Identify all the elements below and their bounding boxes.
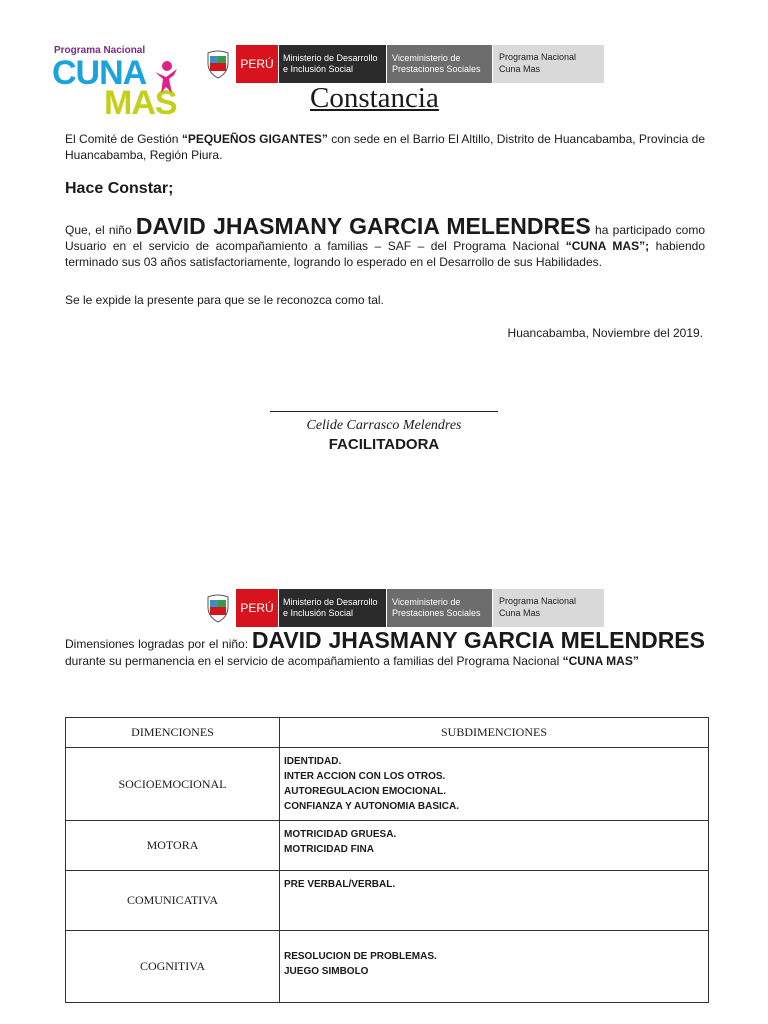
- subdimension-item: MOTRICIDAD GRUESA.: [284, 829, 397, 840]
- cuna-mas-logo: [52, 44, 192, 122]
- prog-line-1: Programa Nacional: [499, 52, 577, 62]
- table-header-cell: SUBDIMENCIONES: [280, 718, 709, 748]
- subdimension-cell: [280, 871, 709, 931]
- expide-paragraph: Se le expide la presente para que se le reconozca como tal.: [65, 293, 384, 307]
- table-row: [66, 821, 709, 871]
- committee-name: “PEQUEÑOS GIGANTES”: [181, 132, 328, 146]
- table-header-cell: DIMENCIONES: [66, 718, 280, 748]
- viceministry-label: [386, 45, 492, 83]
- subdimension-item: JUEGO SIMBOLO: [284, 966, 369, 977]
- intro-text-2: con sede en el Barrio El Altillo, Distrito de Huancabamba, Provincia de Huancabamba, Región Piura.: [65, 132, 705, 162]
- hace-constar-heading: Hace Constar;: [65, 180, 174, 197]
- program-label: [492, 45, 604, 83]
- subdimension-item: IDENTIDAD.: [284, 756, 342, 767]
- gov-banner-top: [200, 45, 604, 83]
- vice-line-2: Prestaciones Sociales: [392, 64, 481, 74]
- logo-mas-text: MAS: [104, 84, 177, 122]
- child-name: DAVID JHASMANY GARCIA MELENDRES: [251, 627, 705, 653]
- prog-line-2: Cuna Mas: [499, 64, 541, 74]
- ministry-label: [278, 45, 386, 83]
- intro-paragraph: [65, 131, 705, 163]
- ministry-line-2: e Inclusión Social: [283, 64, 354, 74]
- ministry-line-1: Ministerio de Desarrollo: [283, 53, 378, 63]
- table-header-row: [66, 718, 709, 748]
- program-name: “CUNA MAS”;: [565, 239, 650, 253]
- logo-cuna-text: CUNA: [52, 54, 147, 92]
- child-figure-icon: [152, 60, 180, 94]
- intro-text-1: El Comité de Gestión: [65, 132, 182, 146]
- subdimension-cell: [280, 821, 709, 871]
- table-row: [66, 871, 709, 931]
- table-row: [66, 748, 709, 821]
- body-text-1: Que, el niño: [65, 223, 136, 237]
- program-name: “CUNA MAS”: [562, 654, 639, 668]
- subdimension-item: INTER ACCION CON LOS OTROS.: [284, 771, 446, 782]
- subdimension-item: AUTOREGULACION EMOCIONAL.: [284, 786, 447, 797]
- subdimension-item: MOTRICIDAD FINA: [284, 844, 374, 855]
- shield-icon: [200, 45, 236, 83]
- page-title: Constancia: [310, 82, 439, 114]
- body-text-2: ha participado como Usuario en el servicio de acompañamiento a familias – SAF – del Programa Nacional: [65, 223, 705, 253]
- dimensions-table: [65, 717, 709, 1003]
- subdimension-item: CONFIANZA Y AUTONOMIA BASICA.: [284, 801, 460, 812]
- signature-name: Celide Carrasco Melendres: [306, 418, 462, 433]
- dimension-cell: SOCIOEMOCIONAL: [66, 748, 280, 821]
- vice-line-2: Prestaciones Sociales: [392, 608, 481, 618]
- subdimension-cell: [280, 748, 709, 821]
- vice-line-1: Viceministerio de: [392, 597, 461, 607]
- dimensions-text-1: Dimensiones logradas por el niño:: [65, 637, 252, 651]
- dimensions-paragraph: [65, 627, 705, 670]
- dimensions-text-2: durante su permanencia en el servicio de acompañamiento a familias del Programa Nacional: [65, 654, 563, 668]
- gov-banner-bottom: [200, 589, 604, 627]
- program-label: [492, 589, 604, 627]
- shield-icon: [200, 589, 236, 627]
- body-paragraph: [65, 213, 706, 270]
- ministry-line-2: e Inclusión Social: [283, 608, 354, 618]
- viceministry-label: [386, 589, 492, 627]
- peru-label: PERÚ: [236, 45, 278, 83]
- signature-line: [270, 411, 498, 412]
- subdimension-item: RESOLUCION DE PROBLEMAS.: [284, 951, 437, 962]
- ministry-label: [278, 589, 386, 627]
- subdimension-cell: [280, 931, 709, 1003]
- dimension-cell: COGNITIVA: [66, 931, 280, 1003]
- body-text-3: habiendo terminado sus 03 años satisfactoriamente, logrando lo esperado en el Desarrollo de sus Habilidades.: [65, 239, 706, 269]
- subdimension-item: PRE VERBAL/VERBAL.: [284, 879, 396, 890]
- signature-role: FACILITADORA: [328, 436, 440, 453]
- dimension-cell: MOTORA: [66, 821, 280, 871]
- dimension-cell: COMUNICATIVA: [66, 871, 280, 931]
- child-name: DAVID JHASMANY GARCIA MELENDRES: [135, 213, 591, 239]
- date-line: Huancabamba, Noviembre del 2019.: [507, 326, 703, 340]
- logo-program-label: Programa Nacional: [54, 45, 146, 56]
- ministry-line-1: Ministerio de Desarrollo: [283, 597, 378, 607]
- vice-line-1: Viceministerio de: [392, 53, 461, 63]
- prog-line-1: Programa Nacional: [499, 596, 577, 606]
- table-row: [66, 931, 709, 1003]
- prog-line-2: Cuna Mas: [499, 608, 541, 618]
- peru-label: PERÚ: [236, 589, 278, 627]
